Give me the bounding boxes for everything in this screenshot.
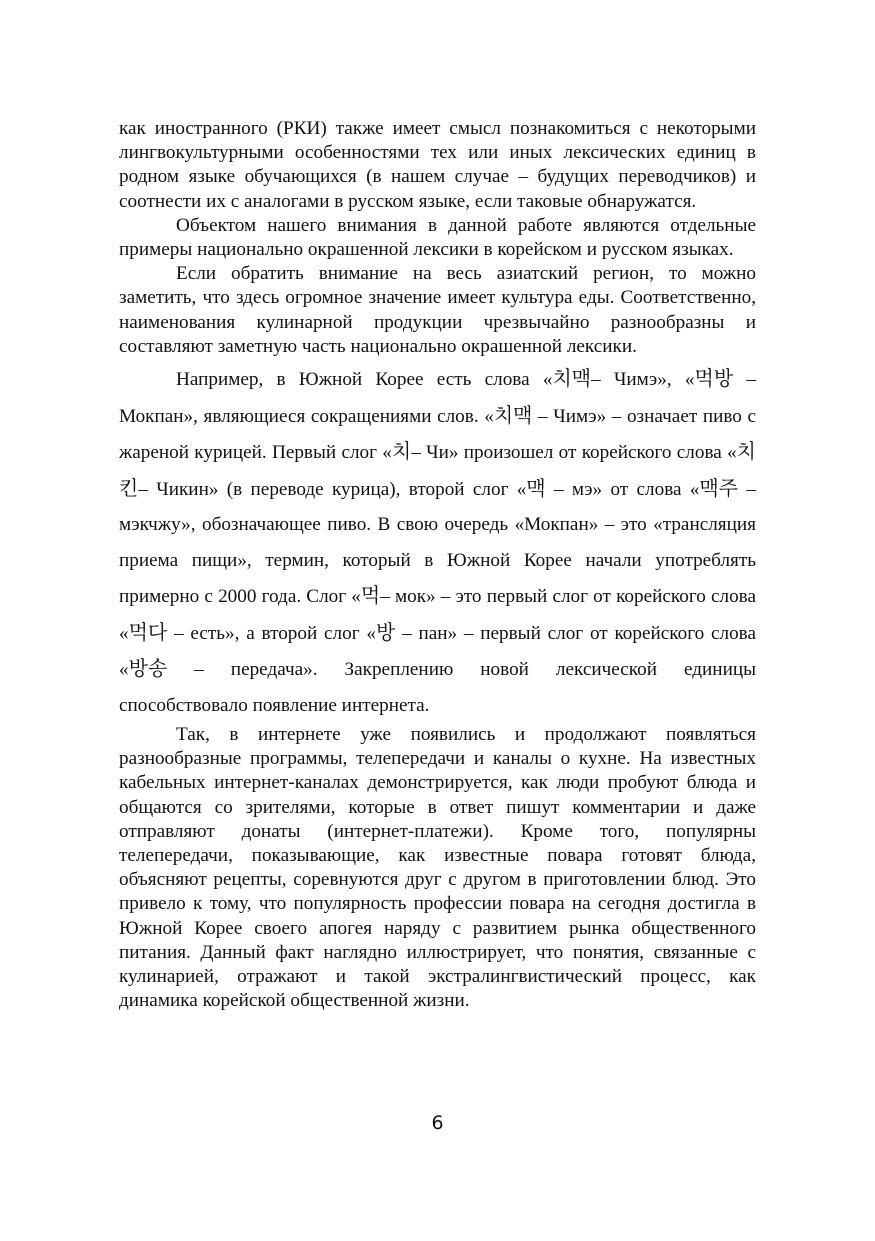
paragraph: Если обратить внимание на весь азиатский регион, то можно заметить, что здесь огромное значение имеет культура еды. Соответственно, наименования кулинарной продукции чрезвычайно разнообразны и составляют заметную часть национально окрашенной лексики. bbox=[119, 263, 756, 357]
paragraph-korean-examples bbox=[119, 361, 756, 723]
paragraph: как иностранного (РКИ) также имеет смысл познакомиться с некоторыми лингвокультурными особенностями тех или иных лексических единиц в родном языке обучающихся (в нашем случае – будущих переводчиков) и соотнести их с аналогами в русском языке, если таковые обнаружатся. bbox=[119, 118, 756, 212]
korean-word: 치맥 bbox=[552, 366, 592, 391]
korean-word: 먹방 bbox=[694, 366, 734, 391]
text-run: – передача». Закреплению новой лексической единицы способствовало появление интернета. bbox=[119, 659, 756, 716]
body-text bbox=[119, 117, 756, 1013]
korean-word: 방 bbox=[375, 619, 396, 644]
text-run: – мок» – это первый слог от корейского слова « bbox=[119, 586, 757, 644]
text-run: – пан» – первый слог от корейского слова « bbox=[119, 622, 757, 681]
text-run: Например, в Южной Корее есть слова « bbox=[176, 369, 553, 391]
text-run: – есть», а второй слог « bbox=[167, 622, 376, 644]
text-run: – Чимэ», « bbox=[591, 369, 695, 391]
text-run: – Мокпан», являющиеся сокращениями слов. « bbox=[119, 369, 757, 427]
paragraph: Объектом нашего внимания в данной работе являются отдельные примеры национально окрашенной лексики в корейском и русском языках. bbox=[119, 214, 756, 261]
korean-word: 맥 bbox=[526, 475, 546, 500]
korean-word: 방송 bbox=[128, 656, 168, 681]
text-run: – Чикин» (в переводе курица), второй слог « bbox=[138, 478, 527, 500]
korean-word: 먹 bbox=[360, 583, 381, 608]
text-run: – Чи» произошел от корейского слова « bbox=[411, 442, 737, 464]
korean-word: 치킨 bbox=[119, 439, 756, 500]
text-run: – Чимэ» – означает пиво с жареной курицей. Первый слог « bbox=[119, 405, 756, 464]
text-run: – мэ» от слова « bbox=[545, 478, 700, 500]
korean-word: 맥주 bbox=[699, 475, 739, 500]
korean-word: 먹다 bbox=[128, 619, 168, 644]
paragraph: Так, в интернете уже появились и продолжают появляться разнообразные программы, телепередачи и каналы о кухне. На известных кабельных интернет-каналах демонстрируется, как люди пробуют блюда и общаются со зрителями, которые в ответ пишут комментарии и даже отправляют донаты (интернет-платежи). Кроме того, популярны телепередачи, показывающие, как известные повара готовят блюда, объясняют рецепты, соревнуются друг с другом в приготовлении блюд. Это привело к тому, что популярность профессии повара на сегодня достигла в Южной Корее своего апогея наряду с развитием рынка общественного питания. Данный факт наглядно иллюстрирует, что понятия, связанные с кулинарией, отражают и такой экстралингвистический процесс, как динамика корейской общественной жизни. bbox=[119, 724, 756, 1012]
text-run: – мэкчжу», обозначающее пиво. В свою очередь «Мокпан» – это «трансляция приема пищи», термин, который в Южной Корее начали употреблять примерно с 2000 года. Слог « bbox=[119, 478, 756, 608]
page-number: 6 bbox=[431, 1112, 444, 1134]
korean-word: 치맥 bbox=[493, 402, 533, 427]
korean-word: 치 bbox=[391, 439, 412, 464]
